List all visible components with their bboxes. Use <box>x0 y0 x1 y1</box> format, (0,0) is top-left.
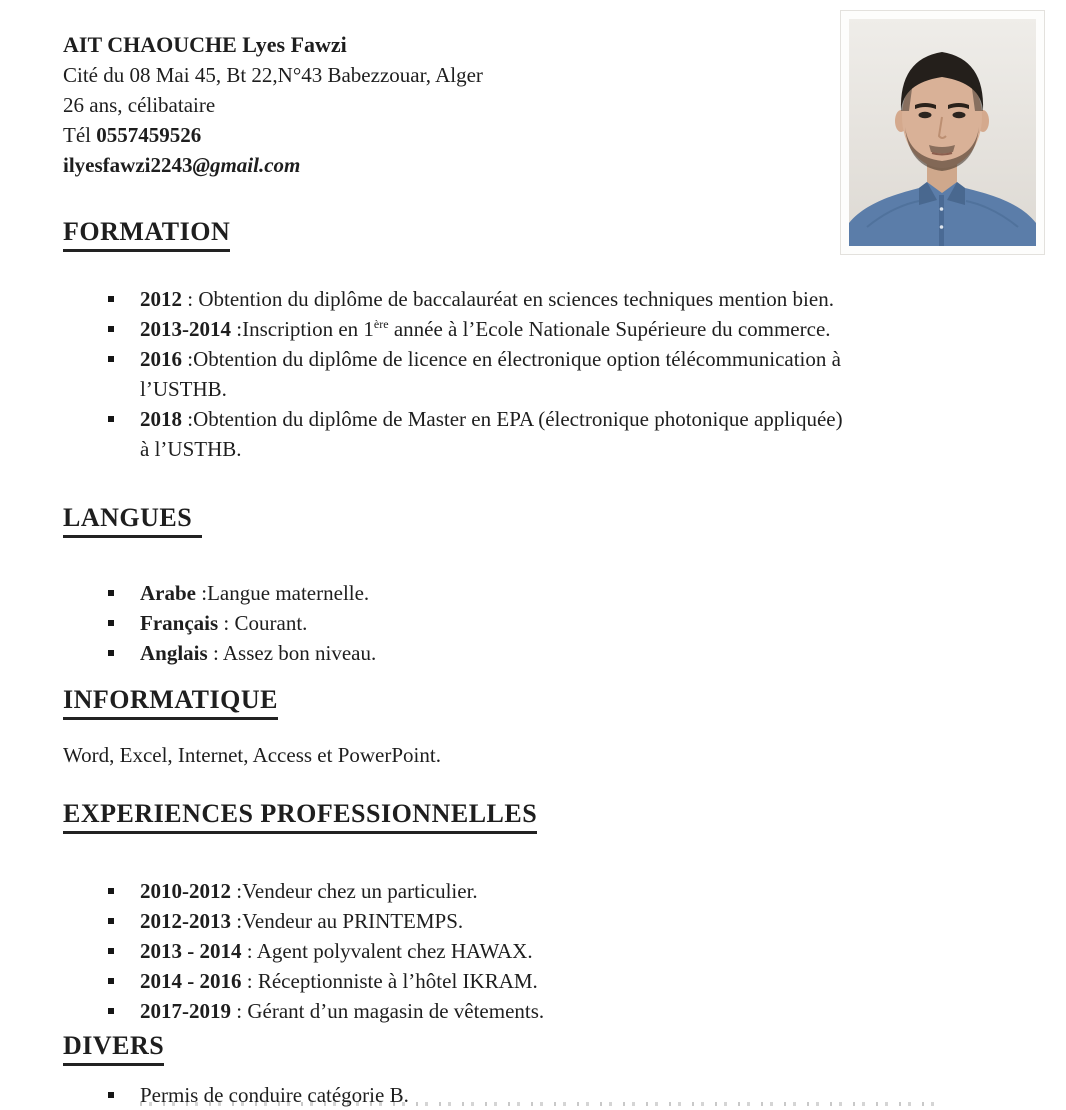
experiences-title: EXPERIENCES PROFESSIONNELLES <box>63 798 1066 834</box>
candidate-name: AIT CHAOUCHE Lyes Fawzi <box>63 32 347 57</box>
langues-title: LANGUES <box>63 502 1066 538</box>
experience-item: 2014 - 2016 : Réceptionniste à l’hôtel IKRAM. <box>63 966 993 996</box>
phone-label: Tél <box>63 123 97 147</box>
phone-number: 0557459526 <box>96 123 202 147</box>
formation-item: 2013-2014 :Inscription en 1ère année à l’Ecole Nationale Supérieure du commerce. <box>63 314 993 344</box>
divers-item: Permis de conduire catégorie B. <box>63 1080 993 1110</box>
informatique-title: INFORMATIQUE <box>63 684 1066 720</box>
formation-item: 2016 :Obtention du diplôme de licence en électronique option télécommunication à l’USTHB. <box>63 344 993 404</box>
experience-item: 2012-2013 :Vendeur au PRINTEMPS. <box>63 906 993 936</box>
langues-list <box>63 578 993 668</box>
portrait-photo <box>840 10 1045 255</box>
portrait-photo-drawing <box>849 19 1036 246</box>
formation-title: FORMATION <box>63 216 1066 252</box>
address-line: Cité du 08 Mai 45, Bt 22,N°43 Babezzouar, Alger <box>63 63 483 87</box>
divers-title: DIVERS <box>63 1030 1066 1066</box>
experience-item: 2013 - 2014 : Agent polyvalent chez HAWAX. <box>63 936 993 966</box>
experiences-list <box>63 876 993 1026</box>
section-experiences <box>63 798 1066 1026</box>
cutoff-text-line <box>140 1102 940 1106</box>
section-divers <box>63 1030 1066 1110</box>
formation-item: 2012 : Obtention du diplôme de baccalauréat en sciences techniques mention bien. <box>63 284 993 314</box>
experience-item: 2017-2019 : Gérant d’un magasin de vêtements. <box>63 996 993 1026</box>
email-domain: @gmail.com <box>192 153 301 177</box>
email-user: ilyesfawzi2243 <box>63 153 193 177</box>
formation-list <box>63 284 993 464</box>
formation-item: 2018 :Obtention du diplôme de Master en EPA (électronique photonique appliquée) à l’USTHB. <box>63 404 993 464</box>
informatique-skills: Word, Excel, Internet, Access et PowerPoint. <box>63 743 441 767</box>
langue-item: Français : Courant. <box>63 608 993 638</box>
section-langues <box>63 502 1066 668</box>
experience-item: 2010-2012 :Vendeur chez un particulier. <box>63 876 993 906</box>
langue-item: Anglais : Assez bon niveau. <box>63 638 993 668</box>
section-informatique <box>63 684 1066 770</box>
age-status-line: 26 ans, célibataire <box>63 93 216 117</box>
langue-item: Arabe :Langue maternelle. <box>63 578 993 608</box>
